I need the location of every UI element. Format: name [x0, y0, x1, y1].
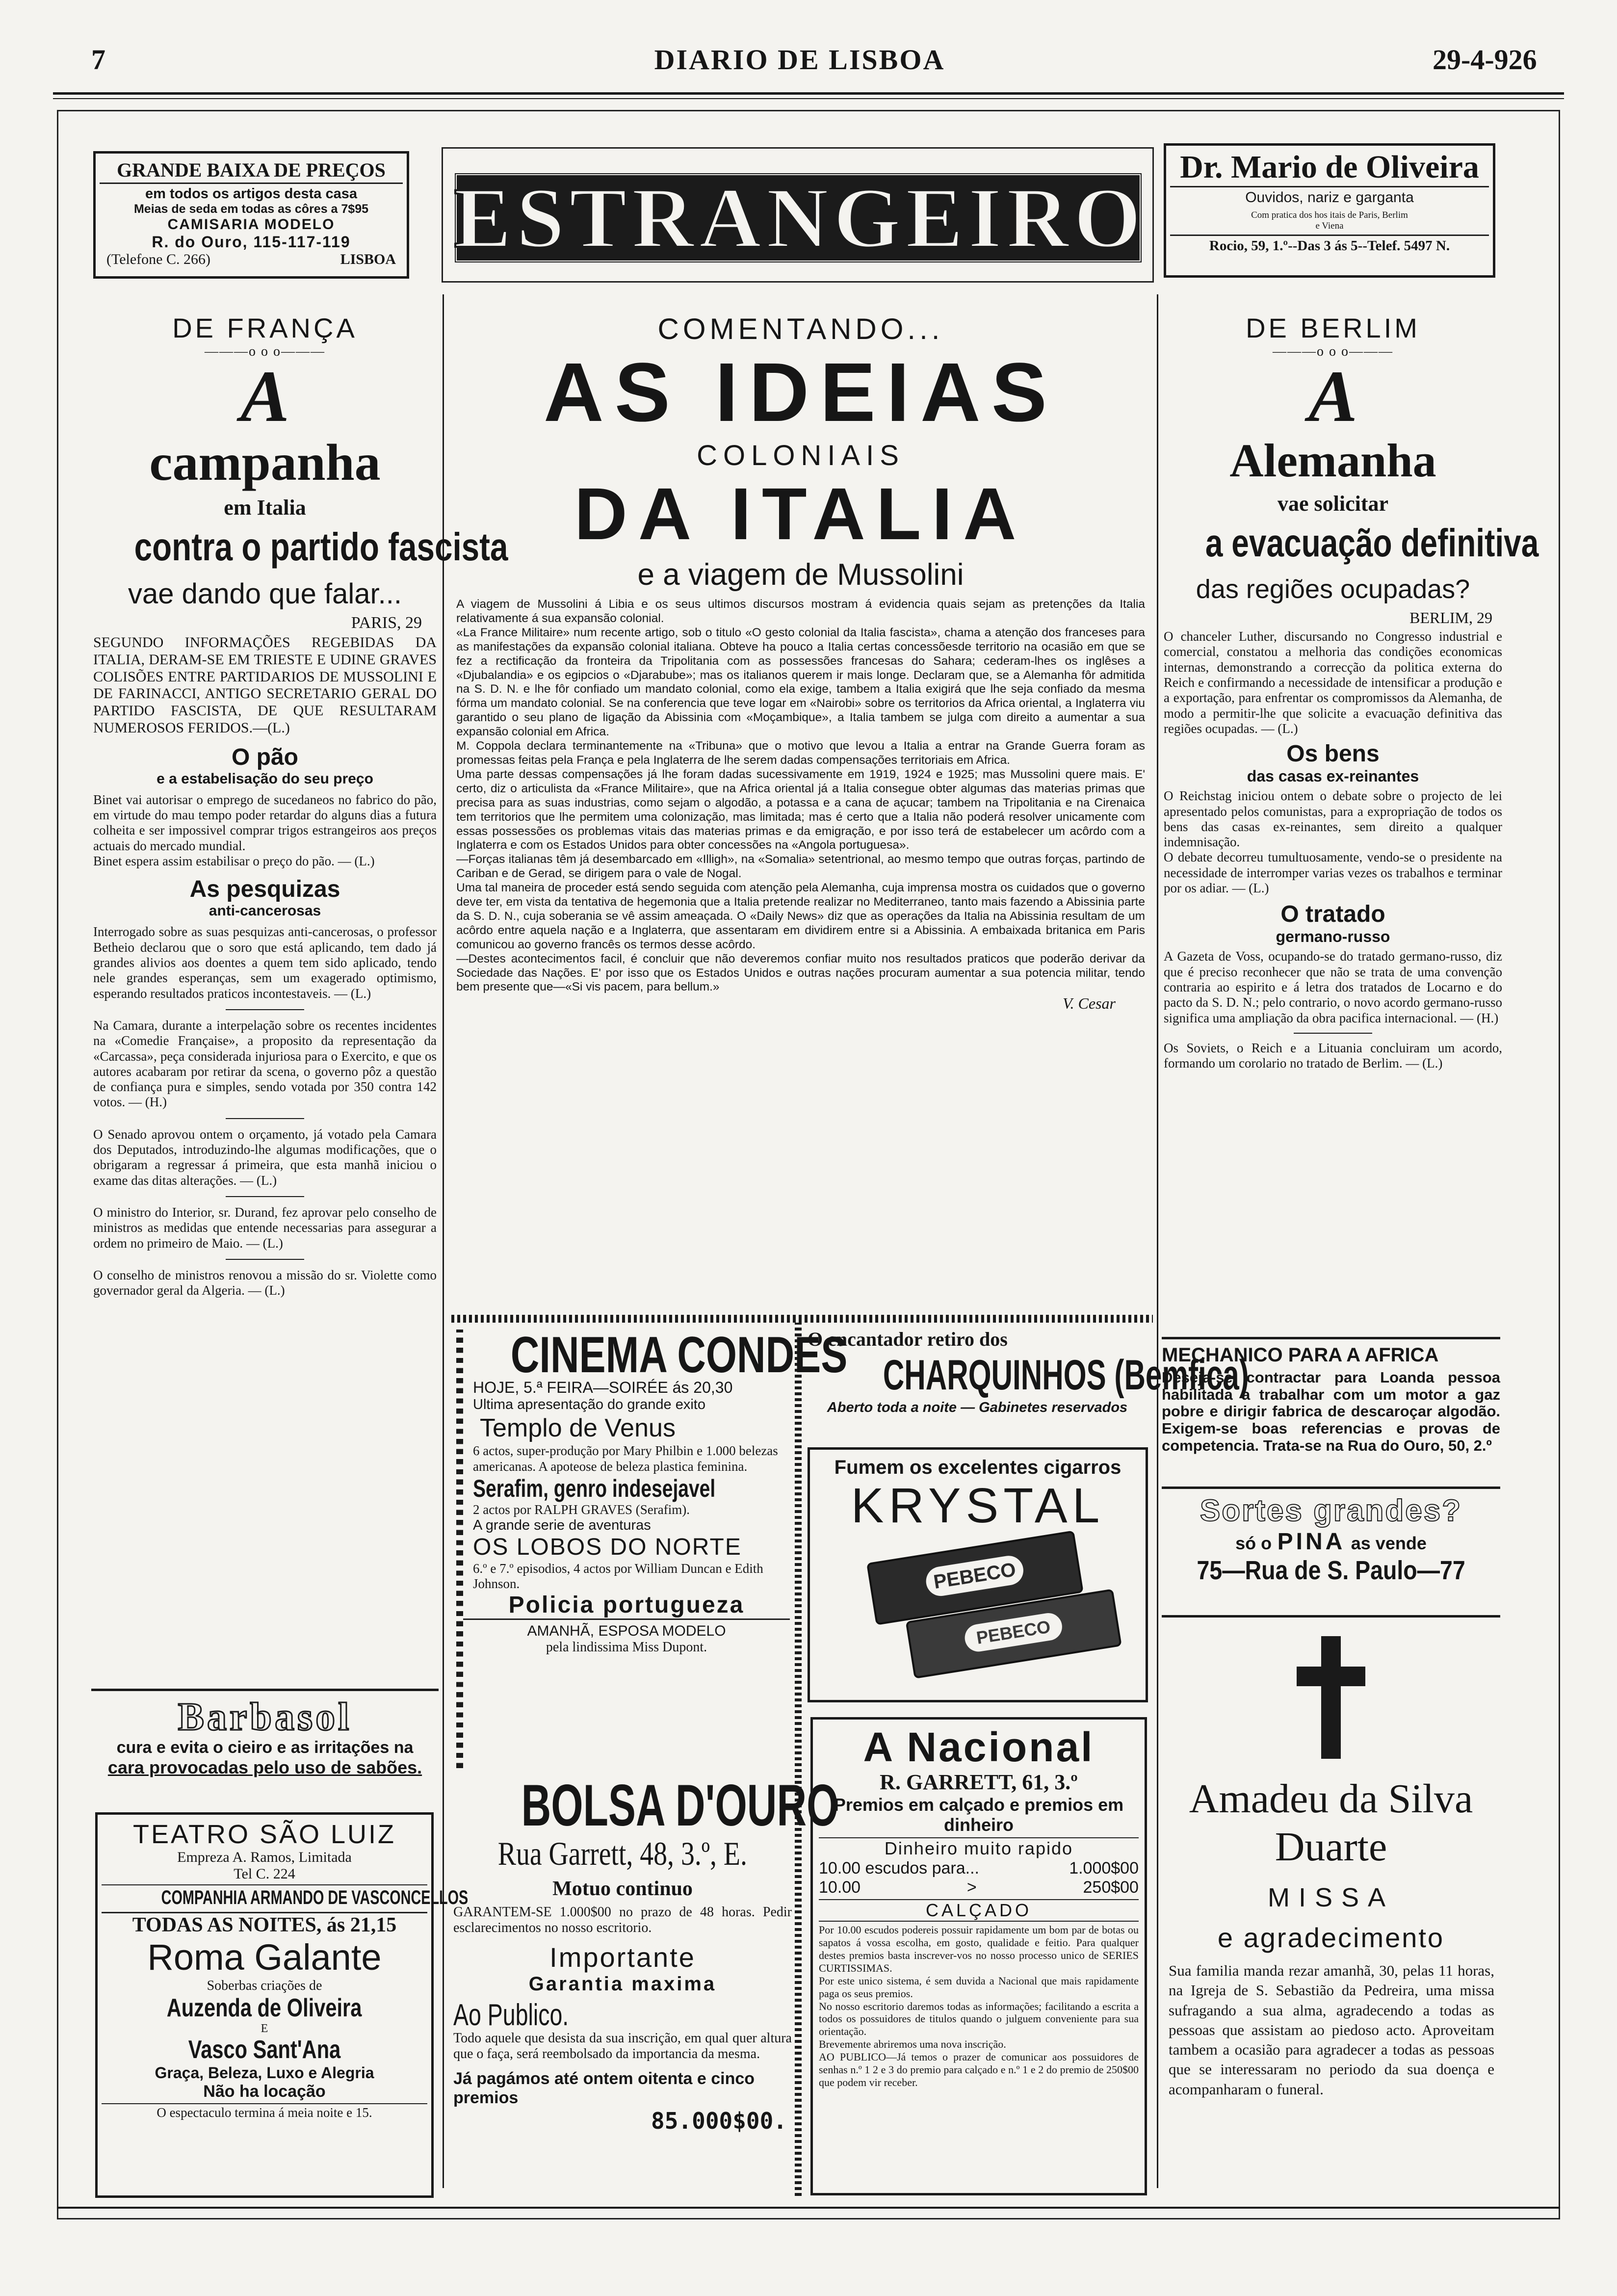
section-title: ESTRANGEIRO	[454, 170, 1146, 266]
ad-cinema-film4: Policia portugueza	[463, 1592, 790, 1620]
ad-doctor-line3: e Viena	[1315, 221, 1344, 231]
header-rule-thin	[53, 98, 1564, 99]
ad-doctor-line1: Ouvidos, nariz e garganta	[1245, 189, 1414, 206]
ad-nacional-line3: CALÇADO	[819, 1899, 1139, 1922]
right-title-vae: vae solicitar	[1277, 492, 1389, 516]
left-ornament: ———o o o———	[205, 344, 325, 359]
ad-cinema-line1: HOJE, 5.ª FEIRA—SOIRÉE ás 20,30	[473, 1379, 733, 1396]
ad-teatro-line6: Graça, Beleza, Luxo e Alegria	[155, 2064, 374, 2082]
ad-camisaria-phone: (Telefone C. 266)	[106, 251, 210, 267]
ad-sortes-sells: as vende	[1351, 1533, 1427, 1553]
right-title-regioes: das regiões ocupadas?	[1196, 574, 1470, 604]
ad-bolsa-amount: 85.000$00.	[651, 2107, 787, 2134]
right-dateline: BERLIM, 29	[1409, 609, 1492, 626]
right-p3: A Gazeta de Voss, ocupando-se do tratado germano-russo, diz que é preciso reconhecer que não se trata de uma convenção contraria ao espirito e á letra dos tratados de Locarno e do pacto da S. D. N.; pelo contrario, o novo acordo germano-russo significa uma ampliação da obra pacifica internacional. — (H.)	[1164, 949, 1502, 1025]
obituary-notice	[1162, 1615, 1500, 2196]
ad-camisaria-line2: em todos os artigos desta casa	[145, 186, 357, 202]
ad-teatro-play: Roma Galante	[147, 1937, 382, 1978]
right-h3-sub: germano-russo	[1276, 928, 1390, 946]
ad-bolsa-line2: GARANTEM-SE 1.000$00 no prazo de 48 horas. Pedir esclarecimentos no nosso escritorio.	[453, 1905, 792, 1936]
left-p6: O ministro do Interior, sr. Durand, fez aprovar pelo conselho de ministros as medidas que entende necessarias para assegurar a ordem no primeiro de Maio. — (L.)	[93, 1205, 437, 1251]
ad-bolsa-line4: Garantia maxima	[528, 1973, 717, 1995]
left-p4: Na Camara, durante a interpelação sobre os recentes incidentes na «Comedie Française», a proposito da representação da «Carcassa», peça considerada injuriosa para o Exercito, e que os autores acabaram por retirar da scena, o governo pôz a questão de confiança pura e simples, sendo votada por 350 contra 142 votos. — (H.)	[93, 1018, 437, 1110]
ad-charquinhos-line2: Aberto toda a noite — Gabinetes reservados	[827, 1400, 1128, 1415]
left-lead: SEGUNDO INFORMAÇÕES REGEBIDAS DA ITALIA, DERAM-SE EM TRIESTE E UDINE GRAVES COLISÕES ENTRE PARTIDARIOS DE MUSSOLINI E DE FARINACCI, ANTIGO SECRETARIO GERAL DO PARTIDO FASCISTA, DE QUE RESULTARAM NUMEROSOS FERIDOS.—(L.)	[93, 634, 437, 736]
ad-cinema-film3-desc: 6.º e 7.º episodios, 4 actos por William Duncan e Edith Johnson.	[473, 1561, 763, 1591]
ad-doctor-name: Dr. Mario de Oliveira	[1170, 149, 1489, 187]
right-p4: Os Soviets, o Reich e a Lituania concluiram um acordo, formando um corolario no tratado de Berlim. — (L.)	[1164, 1040, 1502, 1071]
ad-teatro-actor1: Auzenda de Oliveira	[167, 1994, 362, 2022]
mid-title-viagem: e a viagem de Mussolini	[637, 558, 964, 592]
ad-krystal-pack-label: PEBECO	[924, 1554, 1025, 1598]
obituary-line1: MISSA	[1267, 1883, 1395, 1912]
ad-barbasol-line1: cura e evita o cieiro e as irritações na	[116, 1738, 414, 1757]
ad-teatro-line8: O espectaculo termina á meia noite e 15.	[102, 2103, 427, 2120]
ad-cinema-line3: A grande serie de aventuras	[473, 1517, 651, 1533]
right-title-evacuacao: a evacuação definitiva	[1205, 521, 1539, 565]
ad-camisaria-line3: Meias de seda em todas as côres a 7$95	[133, 202, 369, 216]
ad-mechanico	[1162, 1337, 1500, 1455]
ad-bolsa-douro	[453, 1773, 839, 2198]
ad-cinema-line5: pela lindissima Miss Dupont.	[546, 1639, 707, 1655]
left-h2-sub: e a estabelisação do seu preço	[156, 770, 373, 787]
right-h2-sub: das casas ex-reinantes	[1247, 767, 1419, 785]
ad-nacional-line1: Premios em calçado e premios em dinheiro	[834, 1795, 1124, 1835]
ad-sortes-pina	[1162, 1487, 1500, 1614]
ad-krystal-line1: Fumem os excelentes cigarros	[834, 1457, 1121, 1478]
ad-doctor-line2: Com pratica dos hos itais de Paris, Berlim	[1251, 210, 1408, 220]
ad-nacional-row2-mid: >	[966, 1878, 977, 1897]
ad-camisaria-line1: GRANDE BAIXA DE PREÇOS	[100, 158, 403, 184]
bottom-rule	[57, 2207, 1560, 2209]
obituary-name1: Amadeu da Silva	[1189, 1776, 1473, 1822]
left-title-em-italia: em Italia	[224, 496, 306, 520]
ad-bolsa-line6: Todo aquele que desista da sua inscrição, em qual quer altura que o faça, será reembolsado da importancia da mesma.	[453, 2030, 792, 2062]
ad-camisaria-line4: CAMISARIA MODELO	[167, 216, 335, 233]
left-h3-sub: anti-cancerosas	[209, 903, 321, 919]
ad-cinema-film2: Serafim, genro indesejavel	[473, 1474, 716, 1502]
ad-charquinhos-line1: O encantador retiro dos	[808, 1328, 1008, 1350]
right-h3: O tratado	[1280, 901, 1385, 928]
ad-teatro-amp: E	[261, 2022, 268, 2035]
right-title-alemanha: Alemanha	[1229, 434, 1436, 487]
ad-bolsa-line5: Ao Publico.	[453, 1998, 569, 2032]
ad-mechanico-title: MECHANICO PARA A AFRICA	[1162, 1344, 1439, 1366]
ad-a-nacional	[810, 1717, 1147, 2195]
left-dateline: PARIS, 29	[351, 614, 422, 632]
cross-icon	[1297, 1636, 1365, 1759]
ad-cinema-line2: Ultima apresentação do grande exito	[473, 1397, 705, 1412]
ad-nacional-address: R. GARRETT, 61, 3.º	[880, 1770, 1078, 1794]
page-number: 7	[91, 44, 105, 76]
ad-teatro-line1: Empreza A. Ramos, Limitada	[177, 1849, 352, 1865]
ad-teatro-line7: Não ha locação	[203, 2082, 326, 2101]
ad-charquinhos-name: CHARQUINHOS (Bemfica)	[883, 1352, 1249, 1399]
middle-column	[456, 312, 1145, 1013]
left-p7: O conselho de ministros renovou a missão do sr. Violette como governador geral da Algeria. — (L.)	[93, 1267, 437, 1298]
ad-bolsa-line3: Importante	[549, 1941, 696, 1973]
header-rule	[53, 92, 1564, 95]
ad-nacional-name: A Nacional	[863, 1724, 1095, 1770]
mid-signature: V. Cesar	[1063, 994, 1116, 1013]
ad-teatro-line4: TODAS AS NOITES, ás 21,15	[102, 1912, 427, 1937]
left-title-falar: vae dando que falar...	[128, 578, 402, 610]
ad-barbasol-line2: cara provocadas pelo uso de sabões.	[107, 1757, 422, 1777]
mid-title-ideias: AS IDEIAS	[543, 346, 1058, 439]
section-title-banner	[442, 147, 1154, 283]
ad-sortes-line1: Sortes grandes?	[1200, 1494, 1462, 1528]
ad-teatro-line5: Soberbas criações de	[207, 1978, 322, 1993]
ad-camisaria-modelo	[93, 151, 409, 279]
ad-krystal-pack-label-2: PEBECO	[963, 1611, 1064, 1654]
ad-camisaria-city: LISBOA	[340, 251, 396, 267]
right-p2: O Reichstag iniciou ontem o debate sobre o projecto de lei apresentado pelos comunistas, para a expropriação de todos os bens das casas ex-reinantes, sem direito a qualquer indemnisação. O debate decorreu tumultuosamente, vendo-se o presidente na necessidade de interromper varias vezes os trabalhos e terminar por os adiar. — (L.)	[1164, 788, 1502, 896]
issue-date: 29-4-926	[1433, 44, 1537, 76]
newspaper-name: DIARIO DE LISBOA	[654, 44, 945, 76]
ad-krystal-package-image	[866, 1531, 1089, 1685]
ad-barbasol-name: Barbasol	[178, 1696, 352, 1739]
mid-kicker: COMENTANDO...	[657, 313, 944, 345]
left-h2: O pão	[231, 744, 298, 770]
ad-teatro-name: TEATRO SÃO LUIZ	[132, 1820, 396, 1849]
ad-bolsa-line1: Motuo continuo	[552, 1878, 693, 1900]
ad-bolsa-address: Rua Garrett, 48, 3.º, E.	[497, 1835, 748, 1872]
column-rule-right	[1157, 294, 1158, 2188]
ad-mechanico-body: Deseja-se contractar para Loanda pessoa habilitada a trabalhar com um motor a gaz pobre e dirigir fabrica de descaroçar algodão. Exigem-se boas referencias e provas de competencia. Trata-se na Rua do Ouro, 50, 2.º	[1162, 1369, 1500, 1454]
ad-cinema-line4: AMANHÃ, ESPOSA MODELO	[527, 1622, 726, 1639]
ad-nacional-row2-value: 250$00	[1083, 1878, 1139, 1897]
ad-nacional-body: Por 10.00 escudos podereis possuir rapidamente um bom par de botas ou sapatos á vossa escolha, em gosto, qualidade e feitio. Para qualquer destes premios basta inscrever-vos no nosso processo unico de SERIES CURTISSIMAS. Por este unico sistema, é sem duvida a Nacional que mais rapidamente paga os seus premios. No nosso escritorio daremos todas as informações; facilitando a escrita a todos os possuidores de titulos quando o julguem conveniente para sua orientação. Brevemente abriremos uma nova inscrição. AO PUBLICO—Já temos o prazer de comunicar aos possuidores de senhas n.º 1 2 e 3 do premio para calçado e n.º 1 e 2 do premio de 250$00 que podem vir receber.	[819, 1923, 1139, 2089]
left-column	[93, 312, 508, 1299]
right-h2: Os bens	[1286, 741, 1380, 767]
right-kicker: DE BERLIM	[1246, 313, 1420, 343]
ad-divider-vertical	[795, 1323, 802, 2196]
ad-krystal-name: KRYSTAL	[851, 1478, 1105, 1533]
ad-cinema-condes	[456, 1327, 848, 1771]
ad-nacional-row1-value: 1.000$00	[1069, 1858, 1139, 1878]
left-h3: As pesquizas	[189, 876, 340, 903]
ad-doctor	[1164, 143, 1495, 278]
ad-bolsa-name: BOLSA D'OURO	[521, 1773, 839, 1838]
ad-teatro-line3: COMPANHIA ARMANDO DE VASCONCELLOS	[161, 1887, 469, 1908]
ad-charquinhos	[805, 1328, 1249, 1431]
ad-divider-horizontal	[451, 1315, 1153, 1323]
right-column	[1164, 312, 1539, 1071]
ad-sortes-only: só o	[1235, 1533, 1272, 1553]
ad-nacional-row1-label: 10.00 escudos para...	[819, 1858, 980, 1878]
right-p1: O chanceler Luther, discursando no Congresso industrial e comercial, constatou a melhoria das condições economicas internas, demonstrando a correcção da politica externa do Reich e confirmando a necessidade de intensificar a produção e a exportação, para enfrentar os compromissos da Alemanha, de modo a permitir-lhe que solicite a evacuação definitiva das regiões ocupadas. — (L.)	[1164, 629, 1502, 736]
ad-teatro-line2: Tel C. 224	[102, 1866, 427, 1885]
left-p2: Binet vai autorisar o emprego de sucedaneos no fabrico do pão, em virtude do mau tempo poder retardar do alguns dias a futura colheita e ser impossivel comprar trigos estrangeiros aos preços actuais do mercado mundial. Binet espera assim estabilisar o preço do pão. — (L.)	[93, 792, 437, 869]
ad-sortes-line3: 75—Rua de S. Paulo—77	[1197, 1556, 1465, 1585]
left-title-contra: contra o partido fascista	[134, 525, 508, 569]
right-big-a: A	[1308, 356, 1358, 437]
ad-krystal	[808, 1447, 1148, 1702]
obituary-name2: Duarte	[1275, 1824, 1387, 1870]
ad-camisaria-line5: R. do Ouro, 115-117-119	[152, 233, 351, 251]
ad-cinema-film2-desc: 2 actos por RALPH GRAVES (Serafim).	[473, 1502, 690, 1517]
left-title-campanha: campanha	[149, 434, 381, 491]
ad-teatro-actor2: Vasco Sant'Ana	[188, 2035, 341, 2064]
ad-nacional-line2: Dinheiro muito rapido	[819, 1837, 1139, 1859]
ad-cinema-film1: Templo de Venus	[480, 1414, 676, 1442]
left-p5: O Senado aprovou ontem o orçamento, já votado pela Camara dos Deputados, introduzindo-lhe algumas modificações, que o obrigaram a regressar á primeira, que esta manhã iniciou o exame das ditas alterações. — (L.)	[93, 1126, 437, 1188]
ad-bolsa-line7: Já pagámos até ontem oitenta e cinco premios	[453, 2069, 755, 2107]
ad-cinema-name: CINEMA CONDES	[510, 1327, 848, 1383]
mid-title-italia: DA ITALIA	[574, 472, 1027, 555]
obituary-line2: e agradecimento	[1217, 1922, 1445, 1953]
mid-title-coloniais: COLONIAIS	[697, 440, 905, 471]
ad-barbasol	[91, 1689, 439, 1787]
ad-cinema-film3: OS LOBOS DO NORTE	[473, 1534, 742, 1560]
ad-cinema-film1-desc: 6 actos, super-produção por Mary Philbin e 1.000 belezas americanas. A apoteose de beleza plastica feminina.	[473, 1443, 778, 1474]
ad-teatro-sao-luiz	[95, 1812, 469, 2198]
left-big-a: A	[240, 356, 290, 437]
left-kicker: DE FRANÇA	[172, 313, 358, 343]
ad-nacional-row2-label: 10.00	[819, 1878, 861, 1897]
left-p3: Interrogado sobre as suas pesquizas anti-cancerosas, o professor Betheio declarou que o soro que está aplicando, tem dado já grandes alivios aos doentes a quem tem sido aplicado, tendo nele grandes esperanças, sem um exagerado optimismo, esperando resultados praticos incontestaveis. — (L.)	[93, 924, 437, 1001]
right-ornament: ———o o o———	[1273, 344, 1393, 359]
ad-doctor-line4: Rocio, 59, 1.º--Das 3 ás 5--Telef. 5497 N.	[1170, 235, 1489, 254]
obituary-body: Sua familia manda rezar amanhã, 30, pelas 11 horas, na Igreja de S. Sebastião da Pedreira, uma missa sufragando a sua alma, agradecendo a todas as pessoas que assistam ao piedoso acto. Aproveitam tambem a ocasião para agradecer a todas as pessoas que se interessaram no periodo da sua doença e acompanharam o funeral.	[1169, 1962, 1494, 2098]
ad-sortes-pina-name: PINA	[1277, 1529, 1346, 1555]
mid-body: A viagem de Mussolini á Libia e os seus ultimos discursos mostram á evidencia quais sejam as pretenções da Italia relativamente á sua expansão colonial. «La France Militaire» num recente artigo, sob o titulo «O gesto colonial da Italia fascista», chama a atenção dos franceses para as manifestações da expansão colonial italiana. Obteve ha pouco a Italia certas concessõesde territorio na ocasião em que se fez a rectificação da fronteira da Tripolitania com as possessões francesas do Sahara; cederam-lhes os inglêses a «Djubalandia» e os egipcios o «Djarabube»; mas os italianos querem ir mais longe. Declaram que, se a Alemanha fôr admitida na S. D. N. e lhe fôr confiado um mandato colonial, como ela exige, tambem a Italia exigirá que lhe seja confiado da mesma fórma um mandato colonial. Se na conferencia que teve logar em «Nairobi» sobre os territorios da Africa oriental, a Inglaterra viu garantido o seu plano de ligação da Abissinia com «Moçambique», a Italia tambem se julga com direito a aumentar a sua expansão colonial em Africa. M. Coppola declara terminantemente na «Tribuna» que o motivo que levou a Italia a entrar na Grande Guerra foram as promessas feitas pela França e pela Inglaterra de lhe serem dadas compensações territoriais em Africa. Uma parte dessas compensações já lhe foram dadas sucessivamente em 1919, 1924 e 1925; mas Mussolini quere mais. E' certo, diz o articulista da «France Militaire», que na Africa oriental já a Italia consegue obter algumas das materias primas que precisa para as suas industrias, como sejam o algodão, a potassa e a cana de açucar; tambem na Tripolitania e na Cirenaica tem territorios que lhe permitem uma colonização, mas limitada; mas é certo que a Italia não poderá resolver unicamente com essas possessões os problemas vitais das materias primas e da emigração, e por isso terá de estabelecer um acôrdo com a Inglaterra e com os Estados Unidos para obter concessões na «Angola portuguesa». —Forças italianas têm já desembarcado em «Illigh», na «Somalia» setentrional, ao mesmo tempo que outras forças, partindo de Cariban e de Gerad, se dirigem para o vale de Nogal. Uma tal maneira de proceder está sendo seguida com atenção pela Alemanha, cuja imprensa mostra os cuidados que o governo deve ter, em vista da tentativa de hegemonia que a Italia pretende realizar no Mediterraneo, tanto mais fazendo a Abissinia parte da S. D. N., cuja soberania se vê assim ameaçada. O «Daily News» diz que as operações da Italia na Abissinia resultam de um acôrdo entre aquela nação e a Inglaterra, que assentaram em dividirem entre si a Abissinia. A embaixada britanica em Paris comunicou ao governo francês os termos desse acôrdo. —Destes acontecimentos facil, é concluir que não deveremos confiar muito nos resultados praticos que poderão derivar da Sociedade das Nações. E' por isso que os Estados Unidos e outras nações procuram aumentar a sua potencia militar, tendo bem presente que—«Si vis pacem, para bellum.»	[456, 598, 1145, 994]
